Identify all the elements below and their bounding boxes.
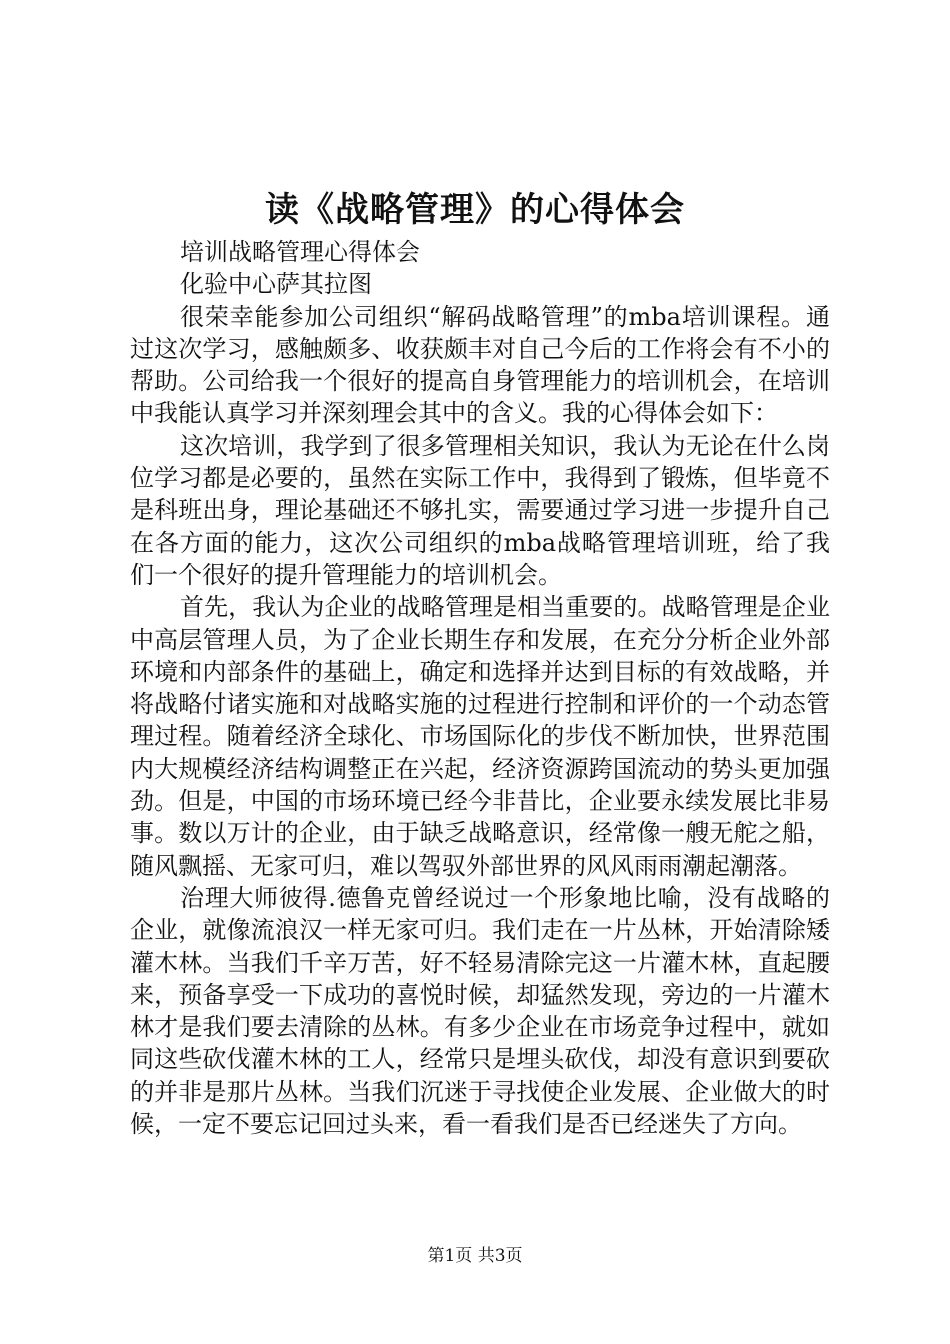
page-number-footer: 第1页 共3页 bbox=[427, 1246, 523, 1266]
paragraph-subtitle: 培训战略管理心得体会 bbox=[180, 238, 420, 266]
document-title: 读《战略管理》的心得体会 bbox=[265, 190, 685, 230]
paragraph: 首先，我认为企业的战略管理是相当重要的。战略管理是企业中高层管理人员，为了企业长期生存和发展，在充分分析企业外部环境和内部条件的基础上，确定和选择并达到目标的有效战略，并将战略付诸实施和对战略实施的过程进行控制和评价的一个动态管理过程。随着经济全球化、市场国际化的步伐不断加快，世界范围内大规模经济结构调整正在兴起，经济资源跨国流动的势头更加强劲。但是，中国的市场环境已经今非昔比，企业要永续发展比非易事。数以万计的企业，由于缺乏战略意识，经常像一艘无舵之船，随风飘摇、无家可归，难以驾驭外部世界的风风雨雨潮起潮落。 bbox=[130, 593, 830, 880]
paragraph: 很荣幸能参加公司组织“解码战略管理”的mba培训课程。通过这次学习，感触颇多、收获颇丰对自己今后的工作将会有不小的帮助。公司给我一个很好的提高自身管理能力的培训机会，在培训中我能认真学习并深刻理会其中的含义。我的心得体会如下： bbox=[130, 302, 830, 428]
paragraph: 治理大师彼得.德鲁克曾经说过一个形象地比喻，没有战略的企业，就像流浪汉一样无家可归。我们走在一片丛林，开始清除矮灌木林。当我们千辛万苦，好不轻易清除完这一片灌木林，直起腰来，预备享受一下成功的喜悦时候，却猛然发现，旁边的一片灌木林才是我们要去清除的丛林。有多少企业在市场竞争过程中，就如同这些砍伐灌木林的工人，经常只是埋头砍伐，却没有意识到要砍的并非是那片丛林。当我们沉迷于寻找使企业发展、企业做大的时候，一定不要忘记回过头来，看一看我们是否已经迷失了方向。 bbox=[130, 883, 830, 1139]
paragraph: 这次培训，我学到了很多管理相关知识，我认为无论在什么岗位学习都是必要的，虽然在实际工作中，我得到了锻炼，但毕竟不是科班出身，理论基础还不够扎实，需要通过学习进一步提升自己在各方面的能力，这次公司组织的mba战略管理培训班，给了我们一个很好的提升管理能力的培训机会。 bbox=[130, 431, 830, 589]
paragraph-author: 化验中心萨其拉图 bbox=[180, 270, 372, 299]
document-body bbox=[130, 236, 830, 1140]
